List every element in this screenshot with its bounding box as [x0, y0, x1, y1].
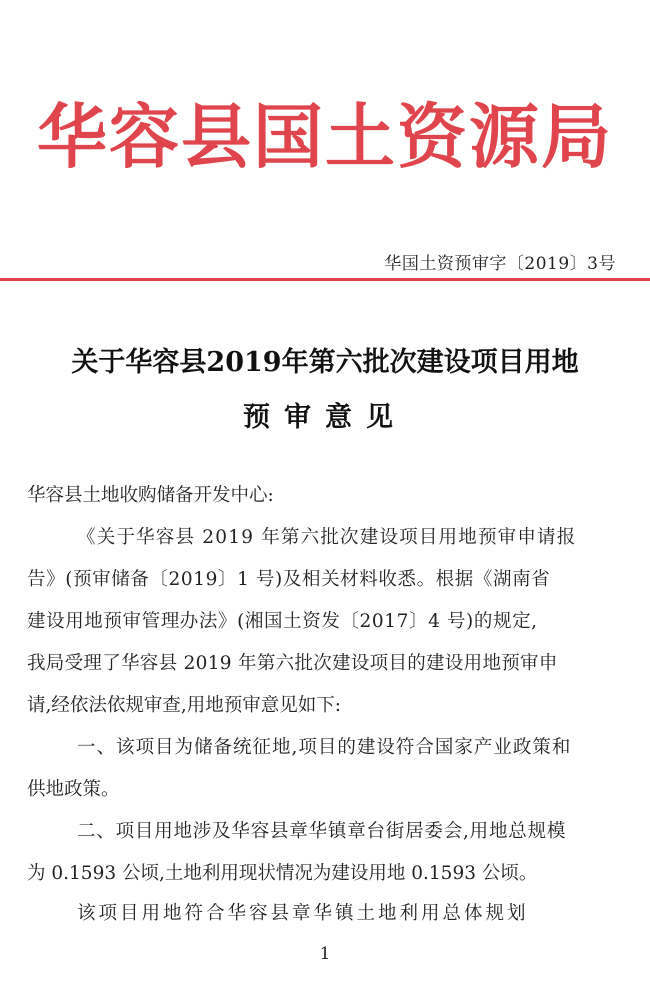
document-title-line1: 关于华容县2019年第六批次建设项目用地: [71, 347, 579, 378]
recipient-line: 华容县土地收购储备开发中心:: [27, 485, 274, 506]
body-line: 告》(预审储备〔2019〕1 号)及相关材料收悉。根据《湖南省: [27, 569, 551, 590]
document-title-line2: 预审意见: [243, 402, 407, 433]
letterhead-title: 华容县国土资源局: [37, 95, 613, 178]
red-divider-line: [0, 278, 650, 281]
body-line: 供地政策。: [27, 779, 120, 800]
body-line: 建设用地预审管理办法》(湘国土资发〔2017〕4 号)的规定,: [27, 611, 538, 632]
body-line: 一、该项目为储备统征地,项目的建设符合国家产业政策和: [77, 737, 572, 758]
body-line: 《关于华容县 2019 年第六批次建设项目用地预审申请报: [77, 527, 577, 548]
body-line: 请,经依法依规审查,用地预审意见如下:: [27, 695, 341, 716]
body-line: 为 0.1593 公顷,土地利用现状情况为建设用地 0.1593 公顷。: [27, 863, 538, 884]
page-number: 1: [319, 944, 331, 964]
document-number: 华国土资预审字〔2019〕3号: [384, 254, 616, 274]
body-line: 我局受理了华容县 2019 年第六批次建设项目的建设用地预审申: [27, 653, 558, 674]
body-line: 二、项目用地涉及华容县章华镇章台街居委会,用地总规模: [77, 821, 567, 842]
body-line: 该项目用地符合华容县章华镇土地利用总体规划: [77, 903, 529, 924]
